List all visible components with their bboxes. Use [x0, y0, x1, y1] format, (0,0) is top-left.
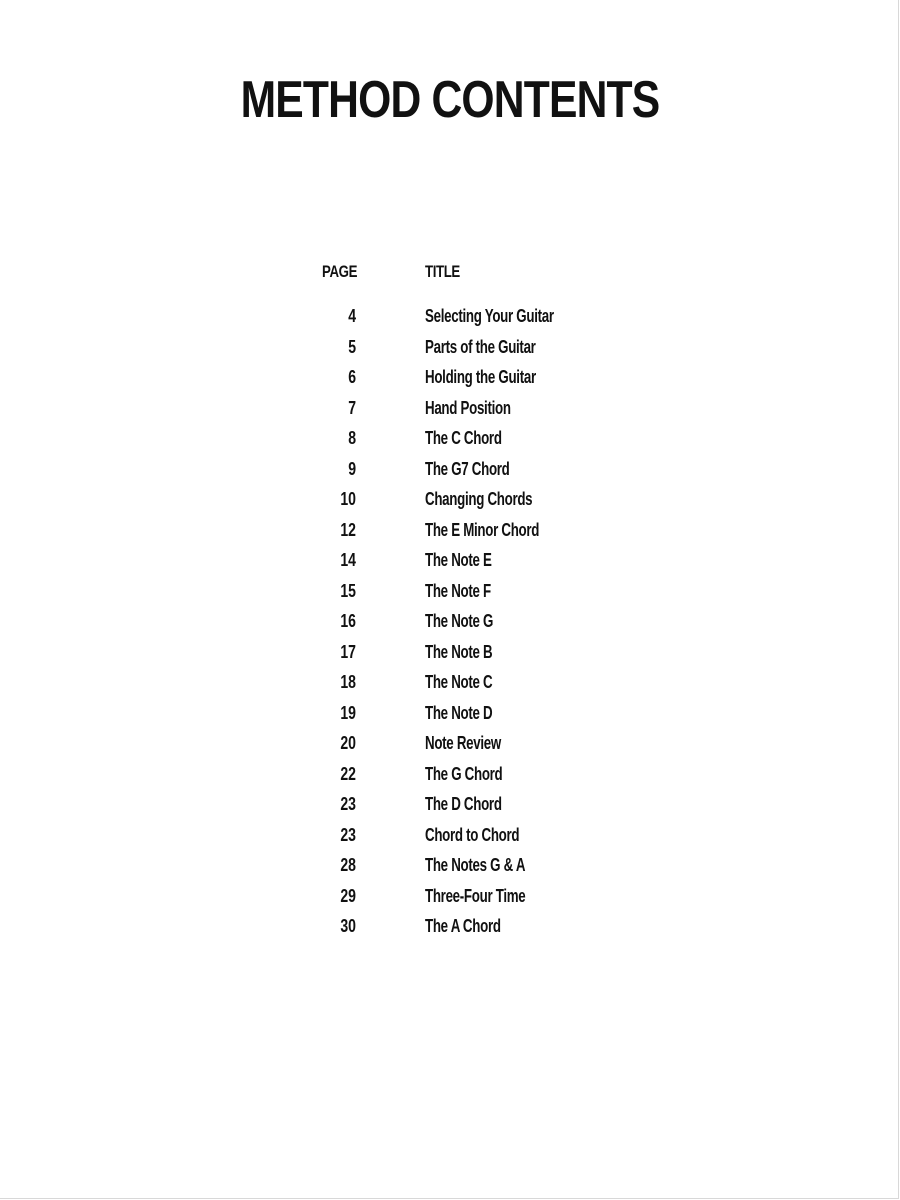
- toc-entry: [0, 304, 900, 335]
- toc-entry-page-number: 8: [348, 428, 356, 448]
- toc-entry: [0, 548, 900, 579]
- toc-entry: [0, 396, 900, 427]
- page-title: METHOD CONTENTS: [240, 71, 660, 129]
- toc-entry: [0, 640, 900, 671]
- toc-entry-page-number: 14: [340, 550, 356, 570]
- toc-entry-title: Selecting Your Guitar: [425, 306, 554, 326]
- toc-entry-title: The Note E: [425, 550, 492, 570]
- toc-entry: [0, 609, 900, 640]
- toc-entry-page-number: 18: [340, 672, 356, 692]
- toc-entry-title: The G7 Chord: [425, 458, 510, 479]
- toc-entry: [0, 426, 900, 457]
- toc-entry-title: Changing Chords: [425, 489, 533, 509]
- toc-entry-page-number: 4: [348, 306, 356, 326]
- toc-entry: [0, 365, 900, 396]
- toc-entry-title: The Note D: [425, 702, 493, 723]
- toc-entry-title: The G Chord: [425, 763, 503, 784]
- toc-entry-title: Note Review: [425, 733, 501, 753]
- toc-entry-page-number: 22: [340, 763, 356, 784]
- toc-header: [0, 262, 900, 292]
- toc-entry: [0, 670, 900, 701]
- toc-entry-title: The Notes G & A: [425, 855, 526, 875]
- toc-entry-title: The E Minor Chord: [425, 519, 540, 540]
- toc-entry-title: The C Chord: [425, 428, 502, 448]
- toc-entry: [0, 701, 900, 732]
- toc-entry: [0, 762, 900, 793]
- toc-entry-page-number: 9: [348, 458, 356, 479]
- toc-rows: [0, 304, 900, 945]
- toc-entry: [0, 823, 900, 854]
- toc-entry-page-number: 5: [348, 336, 356, 357]
- toc-entry: [0, 335, 900, 366]
- toc-entry-page-number: 15: [340, 580, 356, 601]
- toc-entry-page-number: 16: [340, 611, 356, 631]
- column-header-page: PAGE: [322, 262, 358, 281]
- toc-entry: [0, 518, 900, 549]
- toc-entry-page-number: 29: [340, 885, 356, 906]
- toc-entry-page-number: 10: [340, 489, 356, 509]
- toc-entry-title: The Note F: [425, 580, 491, 601]
- toc-entry: [0, 731, 900, 762]
- toc-entry-page-number: 28: [340, 855, 356, 875]
- toc-entry-title: The Note C: [425, 672, 493, 692]
- toc-entry-page-number: 12: [340, 519, 356, 540]
- toc-entry-page-number: 17: [340, 641, 356, 662]
- toc-entry: [0, 579, 900, 610]
- toc-entry: [0, 487, 900, 518]
- toc-entry-page-number: 30: [340, 916, 356, 936]
- toc-entry-page-number: 6: [348, 367, 356, 387]
- toc-entry-page-number: 7: [348, 397, 356, 418]
- toc-entry-title: The D Chord: [425, 794, 502, 814]
- toc-entry-page-number: 19: [340, 702, 356, 723]
- toc-entry: [0, 914, 900, 945]
- toc-entry-title: Parts of the Guitar: [425, 336, 536, 357]
- toc-entry-title: The A Chord: [425, 916, 501, 936]
- toc-entry-page-number: 23: [340, 794, 356, 814]
- toc-entry: [0, 792, 900, 823]
- toc-entry: [0, 853, 900, 884]
- toc-entry-title: The Note G: [425, 611, 494, 631]
- toc-entry-title: Hand Position: [425, 397, 511, 418]
- toc-entry-title: The Note B: [425, 641, 493, 662]
- toc-entry: [0, 884, 900, 915]
- toc-entry-page-number: 20: [340, 733, 356, 753]
- table-of-contents: [0, 262, 900, 936]
- toc-entry: [0, 457, 900, 488]
- toc-entry-title: Three-Four Time: [425, 885, 526, 906]
- toc-entry-title: Chord to Chord: [425, 824, 520, 845]
- toc-entry-page-number: 23: [340, 824, 356, 845]
- column-header-title: TITLE: [425, 262, 460, 281]
- toc-entry-title: Holding the Guitar: [425, 367, 536, 387]
